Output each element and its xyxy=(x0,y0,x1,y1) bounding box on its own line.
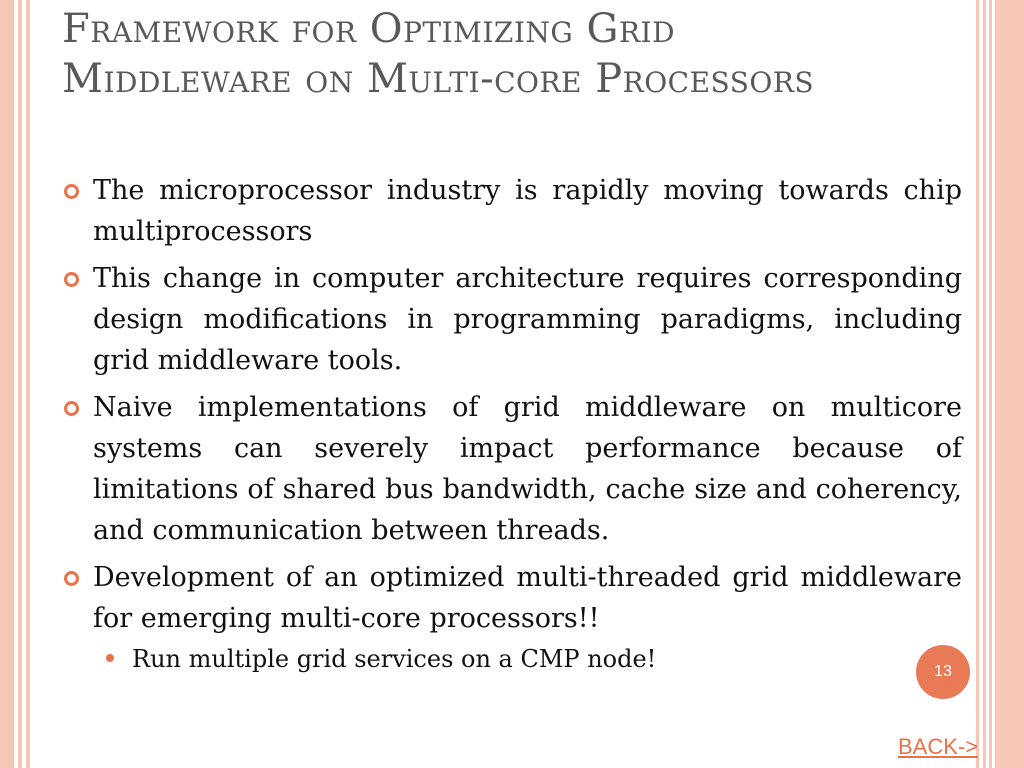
ring-bullet-icon xyxy=(64,401,79,416)
right-decorative-border xyxy=(976,0,1024,768)
left-decorative-border xyxy=(0,0,38,768)
dot-bullet-icon xyxy=(106,654,114,662)
page-number-badge: 13 xyxy=(916,645,970,699)
slide-content xyxy=(64,170,962,677)
sub-bullet-text: Run multiple grid services on a CMP node! xyxy=(132,645,657,673)
slide-title-line-2: Middleware on Multi-core Processors xyxy=(62,56,815,102)
slide-title-line-1: Framework for Optimizing Grid xyxy=(62,6,676,52)
bullet-text: Naive implementations of grid middleware on multicore systems can severely impact performance because of limitations of shared bus bandwidth, cache size and coherency, and communication between threads. xyxy=(93,392,962,546)
bullet-item xyxy=(64,170,962,252)
bullet-text: This change in computer architecture requires corresponding design modifications in programming paradigms, including grid middleware tools. xyxy=(93,263,962,376)
bullet-text: Development of an optimized multi-threaded grid middleware for emerging multi-core processors!! xyxy=(93,562,962,634)
back-link[interactable]: BACK-> xyxy=(898,734,979,759)
slide-title xyxy=(62,4,962,104)
bullet-item xyxy=(64,258,962,381)
bullet-item xyxy=(64,557,962,639)
sub-bullet-item xyxy=(64,641,962,677)
ring-bullet-icon xyxy=(64,272,79,287)
ring-bullet-icon xyxy=(64,571,79,586)
ring-bullet-icon xyxy=(64,184,79,199)
bullet-item xyxy=(64,387,962,551)
bullet-text: The microprocessor industry is rapidly moving towards chip multiprocessors xyxy=(93,175,962,247)
